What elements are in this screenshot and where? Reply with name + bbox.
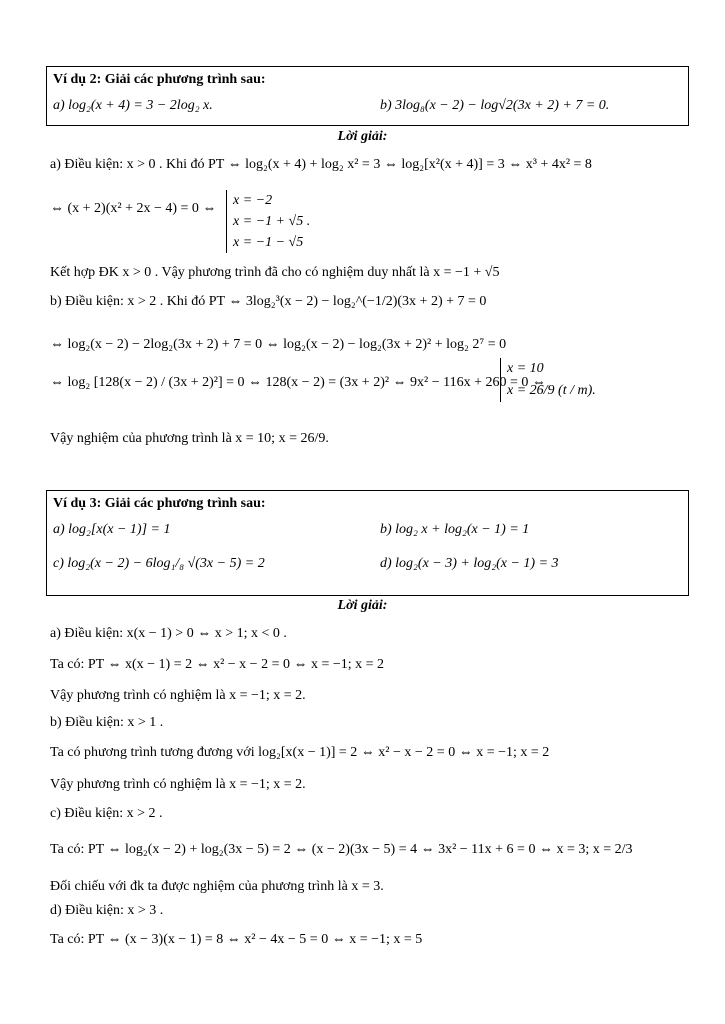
sol2-b-cases: [500, 358, 596, 402]
solution-heading-2: Lời giải:: [337, 598, 388, 613]
example2-title: Ví dụ 2: Giải các phương trình sau:: [53, 72, 266, 87]
sol2-a-case-2: x = −1 + √5 .: [233, 214, 311, 229]
sol2-b-step2: ⇔ log₂ [128(x − 2) / (3x + 2)²] = 0 ⇔ 128(x − 2) = (3x + 2)² ⇔ 9x² − 116x + 260 = 0 ⇔: [50, 375, 546, 390]
sol3-b-step: Ta có phương trình tương đương với log₂[x(x − 1)] = 2 ⇔ x² − x − 2 = 0 ⇔ x = −1; x = 2: [50, 745, 550, 760]
sol2-a-cases: [226, 190, 310, 253]
sol2-a-condition: a) Điều kiện: x > 0 . Khi đó PT ⇔ log₂(x + 4) + log₂ x² = 3 ⇔ log₂[x²(x + 4)] = 3 ⇔ x³ + 4x² = 8: [50, 157, 592, 172]
example3-title: Ví dụ 3: Giải các phương trình sau:: [53, 496, 266, 511]
sol3-b-conclusion: Vậy phương trình có nghiệm là x = −1; x = 2.: [50, 777, 306, 792]
example2-part-b: b) 3log₈(x − 2) − log√2(3x + 2) + 7 = 0.: [380, 98, 610, 113]
sol3-d-step: Ta có: PT ⇔ (x − 3)(x − 1) = 8 ⇔ x² − 4x − 5 = 0 ⇔ x = −1; x = 5: [50, 932, 423, 947]
sol2-b-case-1: x = 10: [507, 361, 544, 376]
sol2-a-step: [50, 200, 216, 218]
sol2-a-step-text: ⇔ (x + 2)(x² + 2x − 4) = 0 ⇔: [50, 201, 217, 216]
sol2-a-case-1: x = −2: [233, 193, 273, 208]
sol3-a-step: Ta có: PT ⇔ x(x − 1) = 2 ⇔ x² − x − 2 = 0 ⇔ x = −1; x = 2: [50, 657, 385, 672]
sol3-c-step: Ta có: PT ⇔ log₂(x − 2) + log₂(3x − 5) = 2 ⇔ (x − 2)(3x − 5) = 4 ⇔ 3x² − 11x + 6 = 0 ⇔ x = 3; x = 2/3: [50, 842, 633, 857]
sol3-c-condition: c) Điều kiện: x > 2 .: [50, 806, 163, 821]
sol3-a-condition: a) Điều kiện: x(x − 1) > 0 ⇔ x > 1; x < 0 .: [50, 626, 287, 641]
sol3-d-condition: d) Điều kiện: x > 3 .: [50, 903, 164, 918]
example3-part-d: d) log₂(x − 3) + log₂(x − 1) = 3: [380, 556, 559, 571]
example3-part-a: a) log₂[x(x − 1)] = 1: [53, 522, 171, 537]
sol2-a-conclusion: Kết hợp ĐK x > 0 . Vậy phương trình đã cho có nghiệm duy nhất là x = −1 + √5: [50, 265, 500, 280]
solution-heading-1: Lời giải:: [337, 129, 388, 144]
example2-part-a: a) log₂(x + 4) = 3 − 2log₂ x.: [53, 98, 213, 113]
example3-box: [46, 490, 689, 596]
sol2-a-case-3: x = −1 − √5: [233, 235, 304, 250]
sol3-a-conclusion: Vậy phương trình có nghiệm là x = −1; x = 2.: [50, 688, 306, 703]
example3-part-c: c) log₂(x − 2) − 6log₁/₈ √(3x − 5) = 2: [53, 556, 265, 571]
sol2-b-case-2: x = 26/9 (t / m).: [507, 383, 596, 398]
sol2-b-condition: b) Điều kiện: x > 2 . Khi đó PT ⇔ 3log₂³(x − 2) − log₂^(−1/2)(3x + 2) + 7 = 0: [50, 294, 487, 309]
sol2-b-step1: ⇔ log₂(x − 2) − 2log₂(3x + 2) + 7 = 0 ⇔ log₂(x − 2) − log₂(3x + 2)² + log₂ 2⁷ = 0: [50, 337, 507, 352]
sol3-b-condition: b) Điều kiện: x > 1 .: [50, 715, 164, 730]
sol3-c-conclusion: Đối chiếu với đk ta được nghiệm của phương trình là x = 3.: [50, 879, 384, 894]
sol2-b-conclusion: Vậy nghiệm của phương trình là x = 10; x = 26/9.: [50, 431, 329, 446]
example2-box: [46, 66, 689, 126]
example3-part-b: b) log₂ x + log₂(x − 1) = 1: [380, 522, 530, 537]
